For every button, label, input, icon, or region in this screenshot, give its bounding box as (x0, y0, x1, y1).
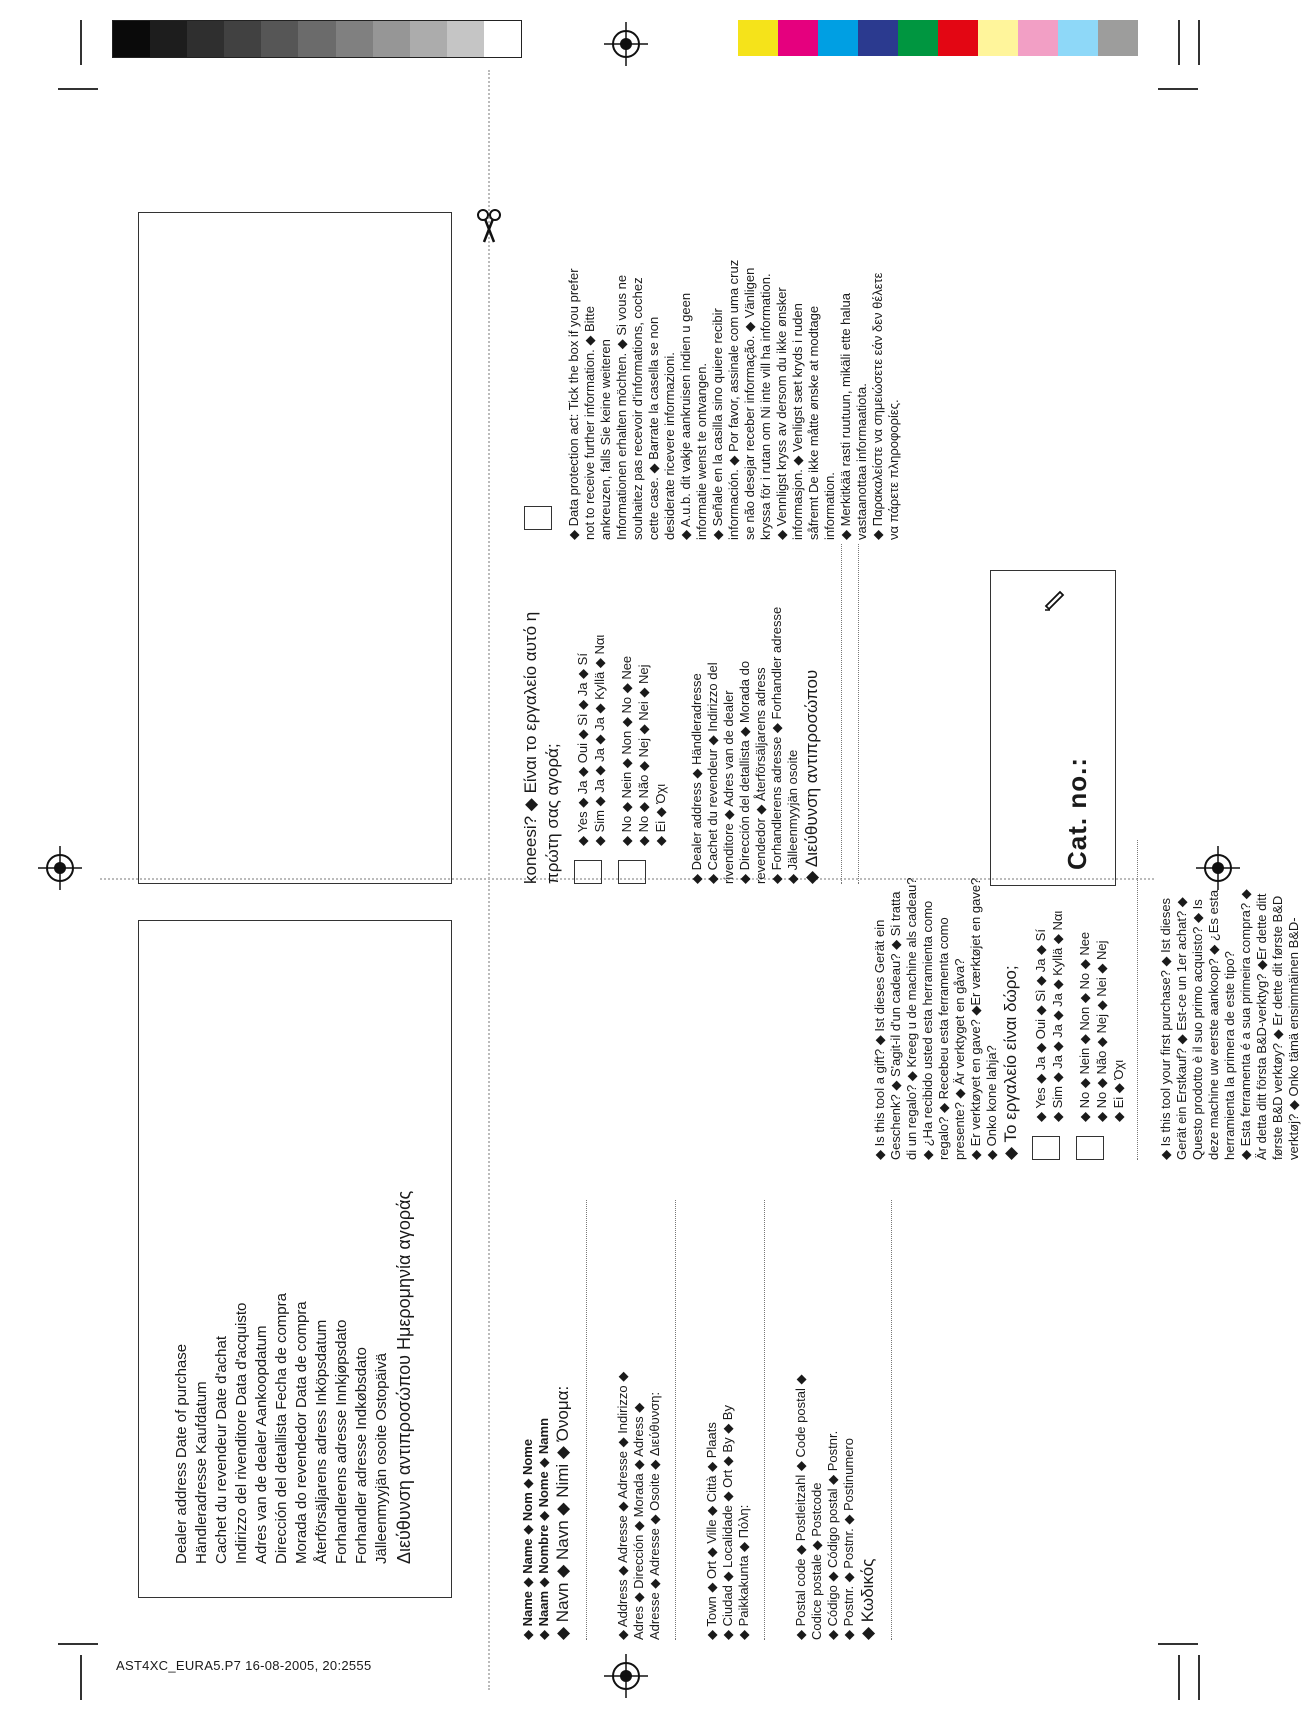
gift-question-line: ◆ ¿Ha recibido usted esta herramienta como (920, 900, 935, 1160)
cut-line (488, 70, 490, 1690)
dealer-address-label-line: ◆ Forhandlerens adresse ◆ Forhandler adresse (769, 606, 784, 884)
postal-field[interactable]: ◆ Postal code ◆ Postleitzahl ◆ Code postal ◆ Codice postale ◆ Postcode ◆ Código ◆ Código postal ◆ Postnr. ◆ Postnr. ◆ Postnr. ◆ Postinumero ◆ Κωδικός (793, 1200, 892, 1640)
color-swatch (738, 20, 778, 56)
data-protection-line: souhaitez pas recevoir d'informations, cochez (630, 277, 645, 540)
name-line (586, 1200, 587, 1640)
color-swatch (778, 20, 818, 56)
print-slug: AST4XC_EURA5.P7 16-08-2005, 20:2555 (116, 1658, 372, 1673)
gray-swatch (410, 21, 447, 57)
dealer-address-label-line: ◆ Jälleenmyyjän osoite (785, 749, 800, 884)
grayscale-bar (112, 20, 522, 58)
gift-question-line: ◆ Onko kone lahja? (984, 1045, 999, 1160)
data-protection-line: ◆ Señale en la casilla sino quiere recibir (710, 308, 725, 540)
data-protection-line: kryssa för i rutan om Ni inte vill ha information. (758, 273, 773, 540)
data-protection-line: ◆ Data protection act: Tick the box if you prefer (566, 268, 581, 540)
dealer-address-line (858, 544, 859, 884)
gift-question-line: di un regalo? ◆ Kreeg u de machine als cadeau? (904, 877, 919, 1160)
first-purchase-line: ◆ Esta ferramenta é a sua primeira compra? ◆ (1238, 889, 1253, 1160)
dealer-date-line: Dealer address Date of purchase (173, 1343, 190, 1564)
gray-swatch (336, 21, 373, 57)
gift-question: ◆ Is this tool a gift? ◆ Ist dieses Gerät ein Geschenk? ◆ S'agit-il d'un cadeau? ◆ Si tratta di un regalo? ◆ Kreeg u de machine als cadeau? ◆ ¿Ha recibido usted esta herramienta como regalo? ◆ Recebeu esta ferramenta como presente? ◆ Är verktyget en gåva? ◆ Er verktøyet en gave? ◆Er værktøjet en gave? ◆ Onko kone lahja? ◆ Το εργαλείο είναι δώρο; ◆ Yes ◆ Ja ◆ Oui ◆ Sì ◆ Ja ◆ Sí ◆ Sim ◆ Ja ◆ Ja ◆ Ja ◆ Kyllä ◆ Ναι ◆ No ◆ Nein ◆ Non ◆ No ◆ Nee ◆ No ◆ Não ◆ Nej ◆ Nei ◆ Nej ◆ Ei ◆ Όχι (872, 840, 1138, 1160)
dealer-address-label-line: ◆ Dealer address ◆ Händleradresse (689, 673, 704, 884)
crop-mark (1178, 1655, 1180, 1700)
gift-no-checkbox[interactable] (1076, 1136, 1104, 1160)
color-swatch (858, 20, 898, 56)
crop-mark (80, 1655, 82, 1700)
dealer-address-line (841, 544, 842, 884)
first-no-option[interactable]: ◆ No ◆ Nein ◆ Non ◆ No ◆ Nee ◆ No ◆ Não ◆ Nej ◆ Nei ◆ Nej ◆ Ei ◆ Όχι (618, 544, 669, 884)
town-line (764, 1200, 765, 1640)
data-protection-line: informatie wenst te ontvangen. (694, 362, 709, 540)
gift-yes-option[interactable]: ◆ Yes ◆ Ja ◆ Oui ◆ Sì ◆ Ja ◆ Sí ◆ Sim ◆ Ja ◆ Ja ◆ Ja ◆ Kyllä ◆ Ναι (1032, 840, 1066, 1160)
data-protection-line: να πάρετε πληροφορίες. (886, 399, 901, 540)
gray-swatch (113, 21, 150, 57)
first-no-checkbox[interactable] (618, 860, 646, 884)
first-purchase-line: ◆ Is this tool your first purchase? ◆ Ist dieses (1158, 897, 1173, 1160)
first-purchase-line: første B&D verktøy? ◆ Er dette dit første B&D (1270, 895, 1285, 1160)
data-protection-line: ◆ Merkitkää rasti ruutuun, mikäli ette halua (838, 293, 853, 540)
crop-mark (58, 88, 98, 90)
crop-mark (80, 20, 82, 65)
registration-mark-icon (38, 846, 82, 890)
gray-swatch (150, 21, 187, 57)
dealer-date-greek: Διεύθυνση αντιπροσώπου Ημερομηνία αγοράς (394, 1190, 414, 1564)
gray-swatch (484, 21, 521, 57)
color-bar (738, 20, 1138, 56)
catalog-number-box[interactable] (990, 570, 1116, 886)
data-protection-text (566, 210, 902, 540)
dealer-address-label-line: rivenditore ◆ Adres van de dealer (721, 690, 736, 884)
color-swatch (818, 20, 858, 56)
data-protection-line: not to receive further information. ◆ Bitte (582, 306, 597, 540)
color-swatch (938, 20, 978, 56)
crop-mark (58, 1643, 98, 1645)
gift-question-line: ◆ Is this tool a gift? ◆ Ist dieses Gerät ein (872, 919, 887, 1160)
separator-line (1137, 840, 1138, 1160)
gray-swatch (187, 21, 224, 57)
dealer-address-label-line: revendedor ◆ Återförsäljarens adress (753, 667, 768, 884)
dealer-address-field[interactable] (689, 544, 801, 884)
dealer-date-line: Morada do revendedor Data de compra (293, 1301, 310, 1564)
stamp-box (138, 212, 452, 884)
registration-mark-icon (604, 1654, 648, 1698)
questions (872, 840, 1302, 1160)
first-yes-checkbox[interactable] (574, 860, 602, 884)
data-protection-line: ◆ A.u.b. dit vakje aankruisen indien u geen (678, 292, 693, 540)
first-purchase-line: Questo prodotto è il suo primo acquisto? ◆ Is (1190, 899, 1205, 1160)
crop-mark (1158, 1643, 1198, 1645)
first-purchase-question (1158, 840, 1302, 1160)
data-protection-line: ◆ Vennligst kryss av dersom du ikke ønsker (774, 287, 789, 540)
gift-no-option[interactable]: ◆ No ◆ Nein ◆ Non ◆ No ◆ Nee ◆ No ◆ Não ◆ Nej ◆ Nei ◆ Nej ◆ Ei ◆ Όχι (1076, 840, 1127, 1160)
town-field[interactable]: ◆ Town ◆ Ort ◆ Ville ◆ Città ◆ Plaats ◆ Ciudad ◆ Localidade ◆ Ort ◆ By ◆ By ◆ Paikkakunta ◆ Πόλη: (704, 1200, 765, 1640)
registration-mark-icon (604, 22, 648, 66)
gift-yes-checkbox[interactable] (1032, 1136, 1060, 1160)
address-line (675, 1200, 676, 1640)
dealer-address-label-line: ◆ Dirección del detallista ◆ Morada do (737, 660, 752, 884)
data-protection-line: se não desejar receber informação. ◆ Vänligen (742, 267, 757, 540)
first-purchase-continued: koneesi? ◆ Είναι το εργαλείο αυτό η πρώτη σας αγορά; ◆ Yes ◆ Ja ◆ Oui ◆ Sì ◆ Ja ◆ Sí ◆ Sim ◆ Ja ◆ Ja ◆ Ja ◆ Kyllä ◆ Ναι ◆ No ◆ Nein ◆ Non ◆ No ◆ Nee ◆ No ◆ Não ◆ Nej ◆ Nei ◆ Nej ◆ Ei ◆ Όχι ◆ Dealer address ◆ Händleradresse ◆ Cachet du revendeur ◆ Indirizzo del rivenditore ◆ Adres van de dealer ◆ Dirección del detallista ◆ Morada do revendedor ◆ Återförsäljarens adress ◆ Forhandlerens adresse ◆ Forhandler adresse ◆ Jälleenmyyjän osoite ◆ Διεύθυνση αντιπροσώπου (520, 544, 869, 884)
dealer-date-line: Indirizzo del rivenditore Data d'acquisto (233, 1302, 250, 1564)
color-swatch (1058, 20, 1098, 56)
address-field[interactable]: ◆ Address ◆ Adresse ◆ Adresse ◆ Indirizzo ◆ Adres ◆ Dirección ◆ Morada ◆ Adress ◆ Adresse ◆ Adresse ◆ Osoite ◆ Διεύθυνση: (615, 1200, 676, 1640)
data-protection-line: vastaanottaa informaatiota. (854, 383, 869, 540)
data-protection-line: ◆ Παρακαλείστε να σημειώσετε εάν δεν θέλετε (870, 272, 885, 540)
data-protection-line: såfremt De ikke måtte ønske at modtage (806, 305, 821, 540)
data-protection-line: information. (822, 472, 837, 540)
first-purchase-line: deze machine uw eerste aankoop? ◆ ¿Es esta (1206, 889, 1221, 1160)
crop-mark (1198, 1655, 1200, 1700)
gray-swatch (261, 21, 298, 57)
dealer-date-line: Händleradresse Kaufdatum (193, 1381, 210, 1564)
gift-question-line: presente? ◆ Är verktyget en gåva? (952, 958, 967, 1160)
color-swatch (1018, 20, 1058, 56)
name-field[interactable]: ◆ Name ◆ Name ◆ Nom ◆ Nome ◆ Naam ◆ Nombre ◆ Nome ◆ Namn ◆ Navn ◆ Navn ◆ Nimi ◆ Όνομα: (520, 1200, 587, 1640)
dealer-date-line: Forhandler adresse Indkøbsdato (353, 1347, 370, 1564)
data-protection-line: desiderate ricevere informazioni. (662, 352, 677, 540)
gift-question-line: regalo? ◆ Recebeu esta ferramenta como (936, 917, 951, 1160)
data-protection-line: informasjon. ◆ Venligst sæt kryds i ruden (790, 303, 805, 540)
dealer-date-line: Adres van de dealer Aankoopdatum (253, 1325, 270, 1564)
data-protection-line: Informationen erhalten möchten. ◆ Si vous ne (614, 274, 629, 540)
gray-swatch (298, 21, 335, 57)
first-purchase-line: herramienta la primera de este tipo? (1222, 951, 1237, 1160)
first-purchase-line: verktøj? ◆ Onko tämä ensimmäinen B&D- (1286, 917, 1301, 1160)
gray-swatch (447, 21, 484, 57)
postal-line (891, 1200, 892, 1640)
data-protection-line: ankreuzen, falls Sie keine weiteren (598, 339, 613, 540)
color-swatch (978, 20, 1018, 56)
dealer-date-line: Återförsäljarens adress Inköpsdatum (313, 1319, 330, 1564)
dealer-date-text (172, 944, 416, 1564)
first-purchase-line: Är detta ditt första B&D-verktyg? ◆Er dette ditt (1254, 893, 1269, 1160)
color-swatch (898, 20, 938, 56)
data-protection-checkbox[interactable] (524, 506, 552, 530)
dealer-address-label-line: ◆ Cachet du revendeur ◆ Indirizzo del (705, 662, 720, 884)
crop-mark (1178, 20, 1180, 65)
dealer-date-line: Cachet du revendeur Date d'achat (213, 1335, 230, 1564)
catalog-number-label: Cat. no.: (1062, 757, 1092, 870)
scissors-icon (474, 208, 504, 244)
customer-fields (520, 1200, 920, 1640)
gift-question-line: ◆ Er verktøyet en gave? ◆Er værktøjet en gave? (968, 877, 983, 1160)
dealer-date-line: Forhandlerens adresse Innkjøpsdato (333, 1319, 350, 1564)
dealer-date-line: Jälleenmyyjän osoite Ostopäivä (373, 1353, 390, 1564)
data-protection-line: cette case. ◆ Barrate la casella se non (646, 316, 661, 540)
gray-swatch (224, 21, 261, 57)
gray-swatch (373, 21, 410, 57)
first-yes-option[interactable]: ◆ Yes ◆ Ja ◆ Oui ◆ Sì ◆ Ja ◆ Sí ◆ Sim ◆ Ja ◆ Ja ◆ Ja ◆ Kyllä ◆ Ναι (574, 544, 608, 884)
color-swatch (1098, 20, 1138, 56)
crop-mark (1158, 88, 1198, 90)
gift-question-line: Geschenk? ◆ S'agit-il d'un cadeau? ◆ Si tratta (888, 891, 903, 1160)
crop-mark (1198, 20, 1200, 65)
first-purchase-line: Gerät ein Erstkauf? ◆ Est-ce un 1er achat? ◆ (1174, 897, 1189, 1160)
dealer-date-line: Dirección del detallista Fecha de compra (273, 1293, 290, 1564)
data-protection-line: información. ◆ Por favor, assinale com uma cruz (726, 259, 741, 540)
pen-icon (1042, 586, 1068, 612)
